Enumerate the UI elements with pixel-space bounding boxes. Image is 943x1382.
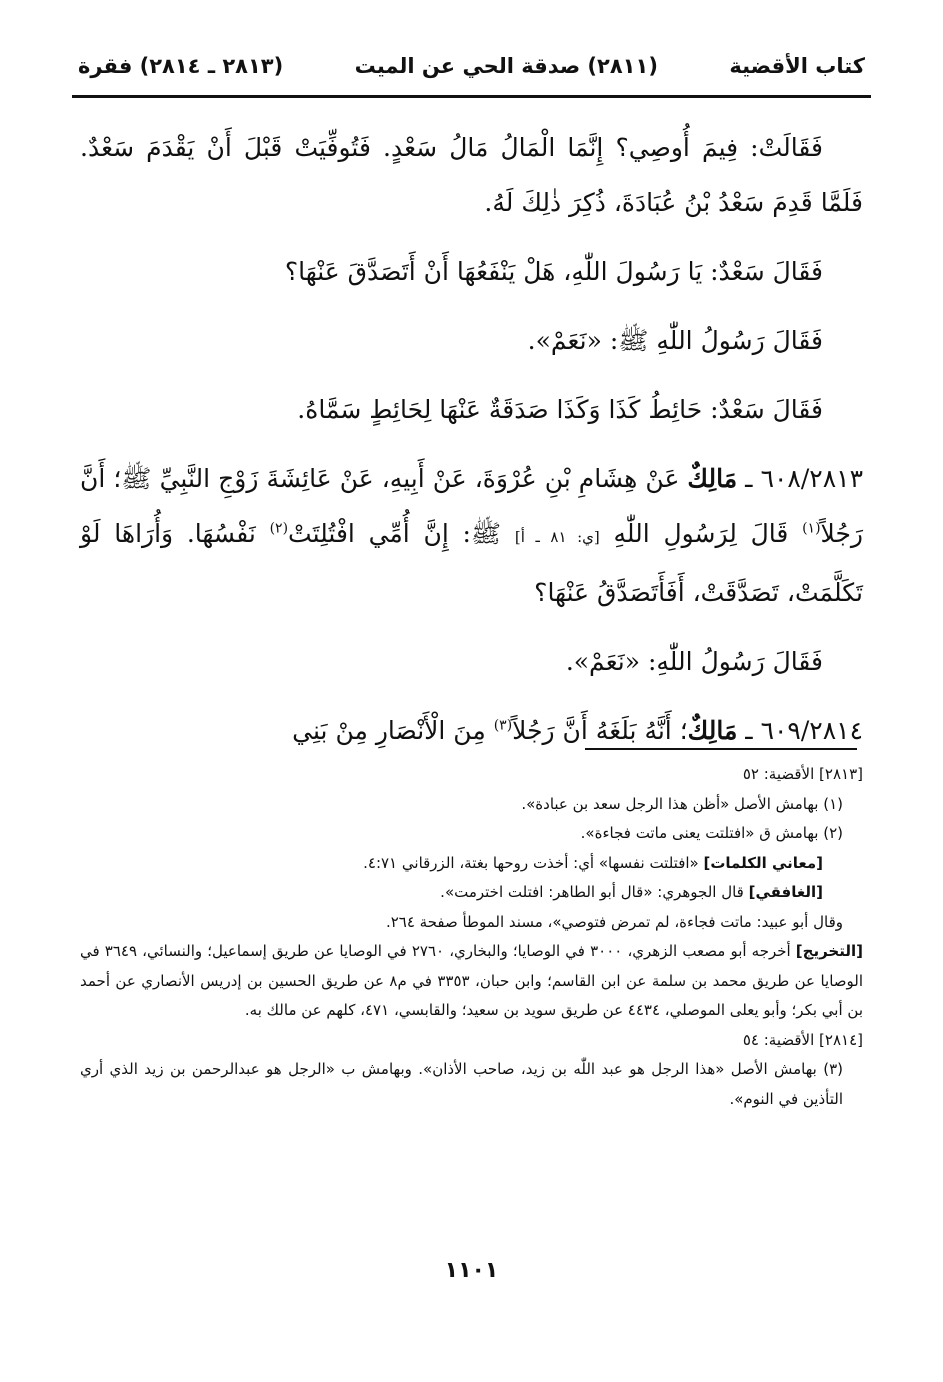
footnote-divider [585,748,857,750]
note-text: «افتلتت نفسها» أي: أخذت روحها بغتة، الزرقاني ٤:٧١. [363,853,704,872]
narrator-name: مَالِكٌ [687,716,738,745]
hadith-number: ٦٠٩/٢٨١٤ [760,716,863,745]
hadith-text: نَفْسُهَا. وَأُرَاهَا لَوْ تَكَلَّمَتْ، تَصَدَّقَتْ، أَفَأَتَصَدَّقُ عَنْهَا؟ [80,519,863,607]
header-book-title: كتاب الأقضية [729,54,865,78]
hadith-text: عَنْ هِشَامِ بْنِ عُرْوَةَ، عَنْ أَبِيهِ، عَنْ عَائِشَةَ زَوْجِ النَّبِيِّ ﷺ؛ أَنَّ رَجُلاً [80,464,863,548]
running-header [78,42,865,90]
main-text [80,120,863,772]
footnote: (٢) بهامش ق «افتلتت يعنى ماتت فجاءة». [580,824,843,842]
header-divider [72,95,871,98]
narrator-name: مَالِكٌ [687,464,738,493]
paragraph: فَقَالَ رَسُولُ اللّٰهِ: «نَعَمْ». [565,647,823,676]
hadith-text: ؛ أَنَّهُ بَلَغَهُ أَنَّ رَجُلاً [512,716,688,745]
note-label: [التخريج] [795,942,863,960]
footnotes [80,760,863,1114]
footnote-note [80,878,863,908]
paragraph: فَقَالَ رَسُولُ اللّٰهِ ﷺ: «نَعَمْ». [527,326,823,355]
footnote-section-head: [٢٨١٣] الأقضية: ٥٢ [742,765,863,783]
footnote-marker[interactable]: (١) [802,520,821,537]
note-label: [معاني الكلمات] [703,853,823,872]
footnote-marker[interactable]: (٣) [493,717,513,734]
header-paragraph-range: (٢٨١٣ ـ ٢٨١٤) فقرة [78,54,284,78]
footnote: (٣) بهامش الأصل «هذا الرجل هو عبد اللّٰه بن زيد، صاحب الأذان». وبهامش ب «الرجل هو عبدالرحمن بن زيد الذي أري التأذين في النوم». [80,1060,843,1108]
paragraph: فَقَالَتْ: فِيمَ أُوصِي؟ إِنَّمَا الْمَالُ مَالُ سَعْدٍ. فَتُوفِّيَتْ قَبْلَ أَنْ يَقْدَمَ سَعْدٌ. فَلَمَّا قَدِمَ سَعْدُ بْنُ عُبَادَةَ، ذُكِرَ ذٰلِكَ لَهُ. [80,133,863,217]
dash: ـ [737,464,761,493]
footnote-takhrij [80,937,863,1026]
header-chapter-title: (٢٨١١) صدقة الحي عن الميت [354,54,658,78]
hadith-number: ٦٠٨/٢٨١٣ [760,464,863,493]
page-number: ١١٠١ [444,1258,499,1283]
hadith-text: ﷺ: إِنَّ أُمِّي افْتُلِتَتْ [288,519,515,548]
footnote: (١) بهامش الأصل «أظن هذا الرجل سعد بن عبادة». [521,794,843,813]
footnote-note [80,849,863,879]
paragraph: فَقَالَ سَعْدٌ: حَائِطُ كَذَا وَكَذَا صَدَقَةٌ عَنْهَا لِحَائِطٍ سَمَّاهُ. [297,395,823,424]
hadith-text: مِنَ الْأَنْصَارِ مِنْ بَنِي [292,716,494,745]
hadith-2813 [80,451,863,620]
hadith-text: قَالَ لِرَسُولِ اللّٰهِ [599,519,803,548]
footnote-note: وقال أبو عبيد: ماتت فجاءة، لم تمرض فتوصي»، مسند الموطأ صفحة ٢٦٤. [385,912,843,931]
note-text: أخرجه أبو مصعب الزهري، ٣٠٠٠ في الوصايا؛ والبخاري، ٢٧٦٠ في الوصايا عن طريق إسماعيل؛ والنسائي، ٣٦٤٩ في الوصايا عن طريق محمد بن سلمة عن ابن القاسم؛ وابن حبان، ٣٣٥٣ في م٨ عن طريق الحسين بن إدريس الأنصاري عن أحمد بن أبي بكر؛ وأبو يعلى الموصلي، ٤٤٣٤ عن طريق سويد بن سعيد؛ والقابسي، ٤٧١، كلهم عن مالك به. [80,942,863,1019]
footnote-section-head: [٢٨١٤] الأقضية: ٥٤ [742,1030,863,1049]
footnote-marker[interactable]: (٢) [269,520,289,537]
dash: ـ [737,716,761,745]
note-label: [الغافقي] [748,883,823,901]
paragraph: فَقَالَ سَعْدٌ: يَا رَسُولَ اللّٰهِ، هَلْ يَنْفَعُهَا أَنْ أَتَصَدَّقَ عَنْهَا؟ [284,257,823,286]
note-text: قال الجوهري: «قال أبو الطاهر: افتلت اخترمت». [440,883,749,901]
manuscript-reference: [ي: ٨١ ـ أ] [514,528,600,546]
